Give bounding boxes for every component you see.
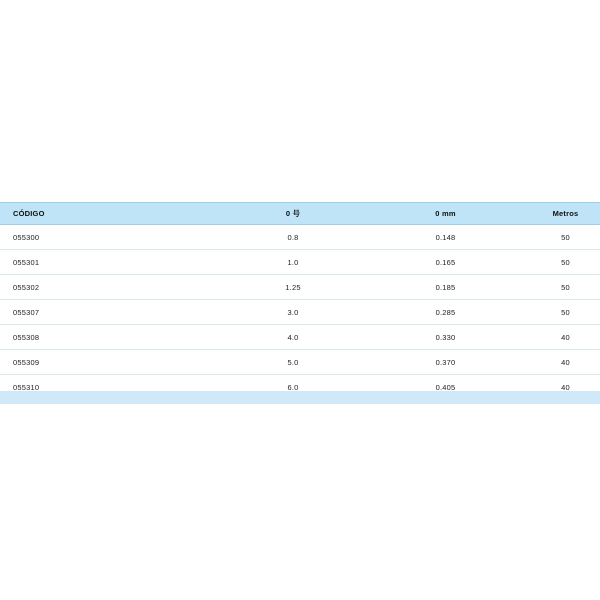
table-row <box>0 225 600 250</box>
column-header-diameter-go: 0 号 <box>213 203 373 225</box>
cell-diameter-mm: 0.370 <box>373 350 518 375</box>
cell-metros: 50 <box>518 250 600 275</box>
cell-metros: 40 <box>518 350 600 375</box>
cell-codigo: 055300 <box>0 225 213 250</box>
cell-diameter-mm: 0.405 <box>373 375 518 400</box>
cell-diameter-mm: 0.165 <box>373 250 518 275</box>
cell-metros: 50 <box>518 300 600 325</box>
table-row <box>0 325 600 350</box>
table-header-row <box>0 203 600 225</box>
cell-diameter-go: 6.0 <box>213 375 373 400</box>
cell-metros: 40 <box>518 375 600 400</box>
cell-diameter-mm: 0.148 <box>373 225 518 250</box>
table-row <box>0 275 600 300</box>
accent-bar <box>0 391 600 404</box>
column-header-diameter-mm: 0 mm <box>373 203 518 225</box>
column-header-codigo: CÓDIGO <box>0 203 213 225</box>
cell-diameter-mm: 0.185 <box>373 275 518 300</box>
cell-codigo: 055308 <box>0 325 213 350</box>
cell-codigo: 055309 <box>0 350 213 375</box>
cell-metros: 40 <box>518 325 600 350</box>
cell-diameter-go: 1.25 <box>213 275 373 300</box>
cell-diameter-go: 0.8 <box>213 225 373 250</box>
cell-diameter-go: 3.0 <box>213 300 373 325</box>
table-row <box>0 250 600 275</box>
table-row <box>0 300 600 325</box>
cell-codigo: 055307 <box>0 300 213 325</box>
cell-metros: 50 <box>518 225 600 250</box>
cell-codigo: 055301 <box>0 250 213 275</box>
cell-diameter-mm: 0.285 <box>373 300 518 325</box>
cell-diameter-go: 1.0 <box>213 250 373 275</box>
column-header-metros: Metros <box>518 203 600 225</box>
table-header <box>0 203 600 225</box>
cell-diameter-mm: 0.330 <box>373 325 518 350</box>
cell-codigo: 055302 <box>0 275 213 300</box>
cell-diameter-go: 5.0 <box>213 350 373 375</box>
cell-metros: 50 <box>518 275 600 300</box>
table-row <box>0 350 600 375</box>
specification-table <box>0 202 600 400</box>
cell-diameter-go: 4.0 <box>213 325 373 350</box>
cell-codigo: 055310 <box>0 375 213 400</box>
table-body <box>0 225 600 400</box>
